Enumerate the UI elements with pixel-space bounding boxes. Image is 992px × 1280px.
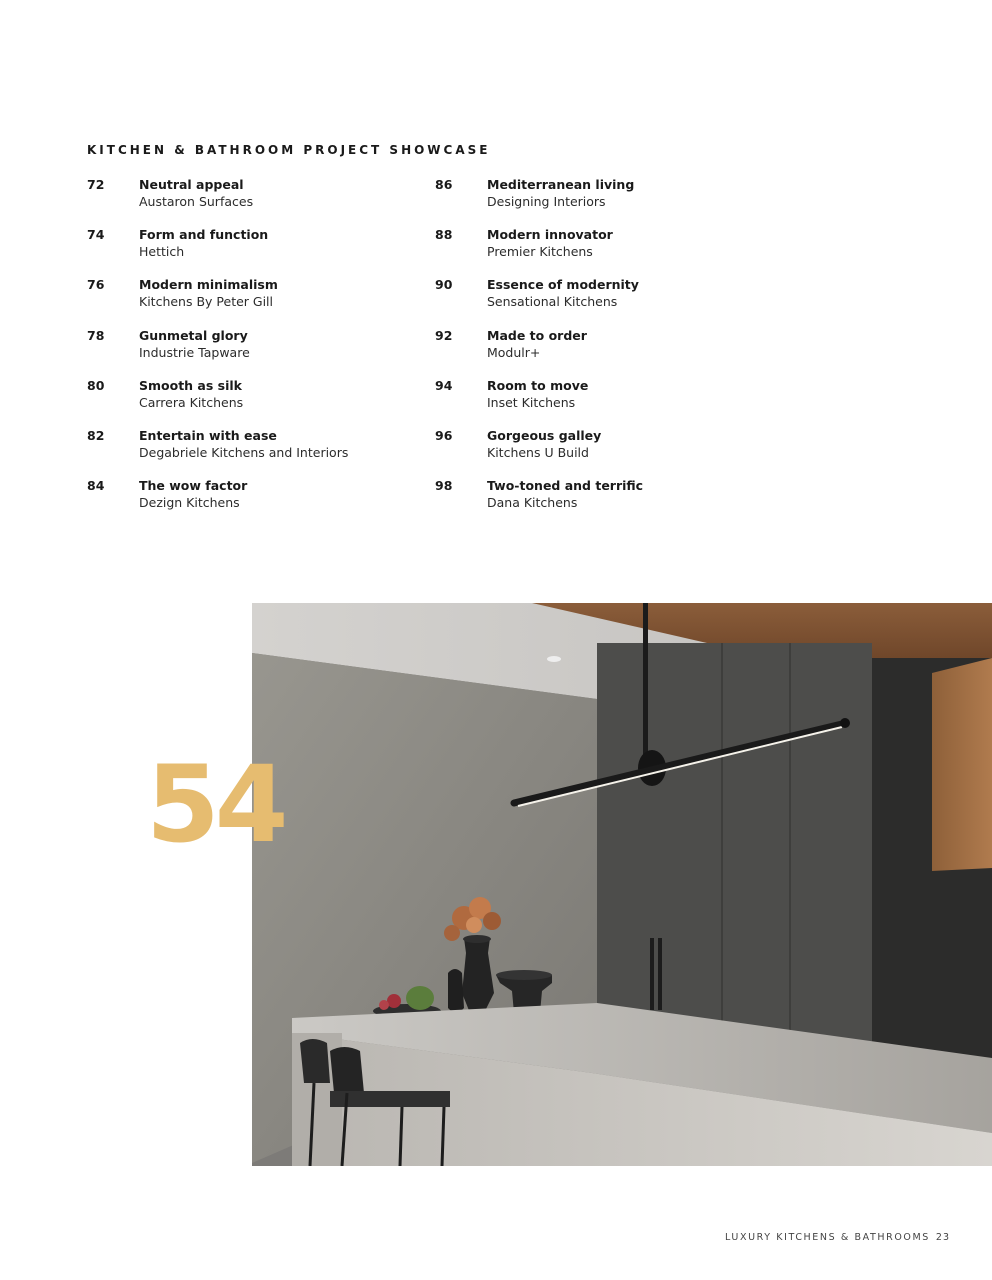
contents-column-left <box>87 177 417 528</box>
entry-title: Gorgeous galley <box>487 427 602 443</box>
entry-company: Dezign Kitchens <box>139 495 240 511</box>
entry-company: Industrie Tapware <box>139 344 250 360</box>
publication-name: LUXURY KITCHENS & BATHROOMS <box>725 1232 930 1243</box>
entry-page-number: 96 <box>435 427 453 443</box>
entry-company: Carrera Kitchens <box>139 394 244 410</box>
entry-title: Neutral appeal <box>139 177 244 192</box>
entry-title: Entertain with ease <box>139 427 277 443</box>
contents-entry[interactable] <box>435 177 765 227</box>
entry-page-number: 94 <box>435 377 453 393</box>
entry-company: Kitchens U Build <box>487 444 589 460</box>
entry-page-number: 86 <box>435 177 453 192</box>
entry-company: Dana Kitchens <box>487 495 578 511</box>
contents-entry[interactable] <box>87 177 417 227</box>
entry-company: Designing Interiors <box>487 194 606 209</box>
entry-page-number: 88 <box>435 227 453 243</box>
entry-page-number: 72 <box>87 177 105 192</box>
feature-page-number: 54 <box>146 743 284 866</box>
entry-title: Two-toned and terrific <box>487 478 644 494</box>
entry-page-number: 98 <box>435 478 453 494</box>
entry-title: Room to move <box>487 377 589 393</box>
entry-company: Austaron Surfaces <box>139 194 254 209</box>
contents-entry[interactable] <box>435 378 765 428</box>
contents-entry[interactable] <box>87 478 417 528</box>
contents-entry[interactable] <box>435 428 765 478</box>
entry-title: The wow factor <box>139 478 248 494</box>
entry-title: Made to order <box>487 327 587 343</box>
entry-title: Form and function <box>139 227 269 243</box>
contents-entry[interactable] <box>87 227 417 277</box>
contents-entry[interactable] <box>435 277 765 327</box>
entry-company: Modulr+ <box>487 344 541 360</box>
entry-company: Sensational Kitchens <box>487 294 618 310</box>
contents-entry[interactable] <box>87 378 417 428</box>
section-heading: KITCHEN & BATHROOM PROJECT SHOWCASE <box>87 143 491 157</box>
entry-page-number: 80 <box>87 377 105 393</box>
contents-entry[interactable] <box>435 328 765 378</box>
entry-page-number: 76 <box>87 277 105 293</box>
entry-page-number: 90 <box>435 277 453 293</box>
entry-company: Premier Kitchens <box>487 244 593 260</box>
contents-entry[interactable] <box>87 428 417 478</box>
entry-company: Degabriele Kitchens and Interiors <box>139 444 349 460</box>
entry-company: Inset Kitchens <box>487 394 576 410</box>
page-footer <box>725 1232 950 1243</box>
entry-title: Gunmetal glory <box>139 327 248 343</box>
contents-entry[interactable] <box>87 277 417 327</box>
entry-page-number: 84 <box>87 478 105 494</box>
kitchen-photo <box>252 603 992 1166</box>
entry-company: Hettich <box>139 244 185 260</box>
entry-title: Essence of modernity <box>487 277 639 293</box>
entry-page-number: 82 <box>87 427 105 443</box>
entry-title: Modern innovator <box>487 227 613 243</box>
entry-page-number: 74 <box>87 227 105 243</box>
entry-page-number: 92 <box>435 327 453 343</box>
contents-entry[interactable] <box>87 328 417 378</box>
entry-company: Kitchens By Peter Gill <box>139 294 274 310</box>
contents-entry[interactable] <box>435 478 765 528</box>
entry-title: Smooth as silk <box>139 377 242 393</box>
footer-page-number: 23 <box>935 1232 950 1243</box>
entry-page-number: 78 <box>87 327 105 343</box>
entry-title: Mediterranean living <box>487 177 635 192</box>
contents-column-right <box>435 177 765 528</box>
contents-entry[interactable] <box>435 227 765 277</box>
entry-title: Modern minimalism <box>139 277 278 293</box>
